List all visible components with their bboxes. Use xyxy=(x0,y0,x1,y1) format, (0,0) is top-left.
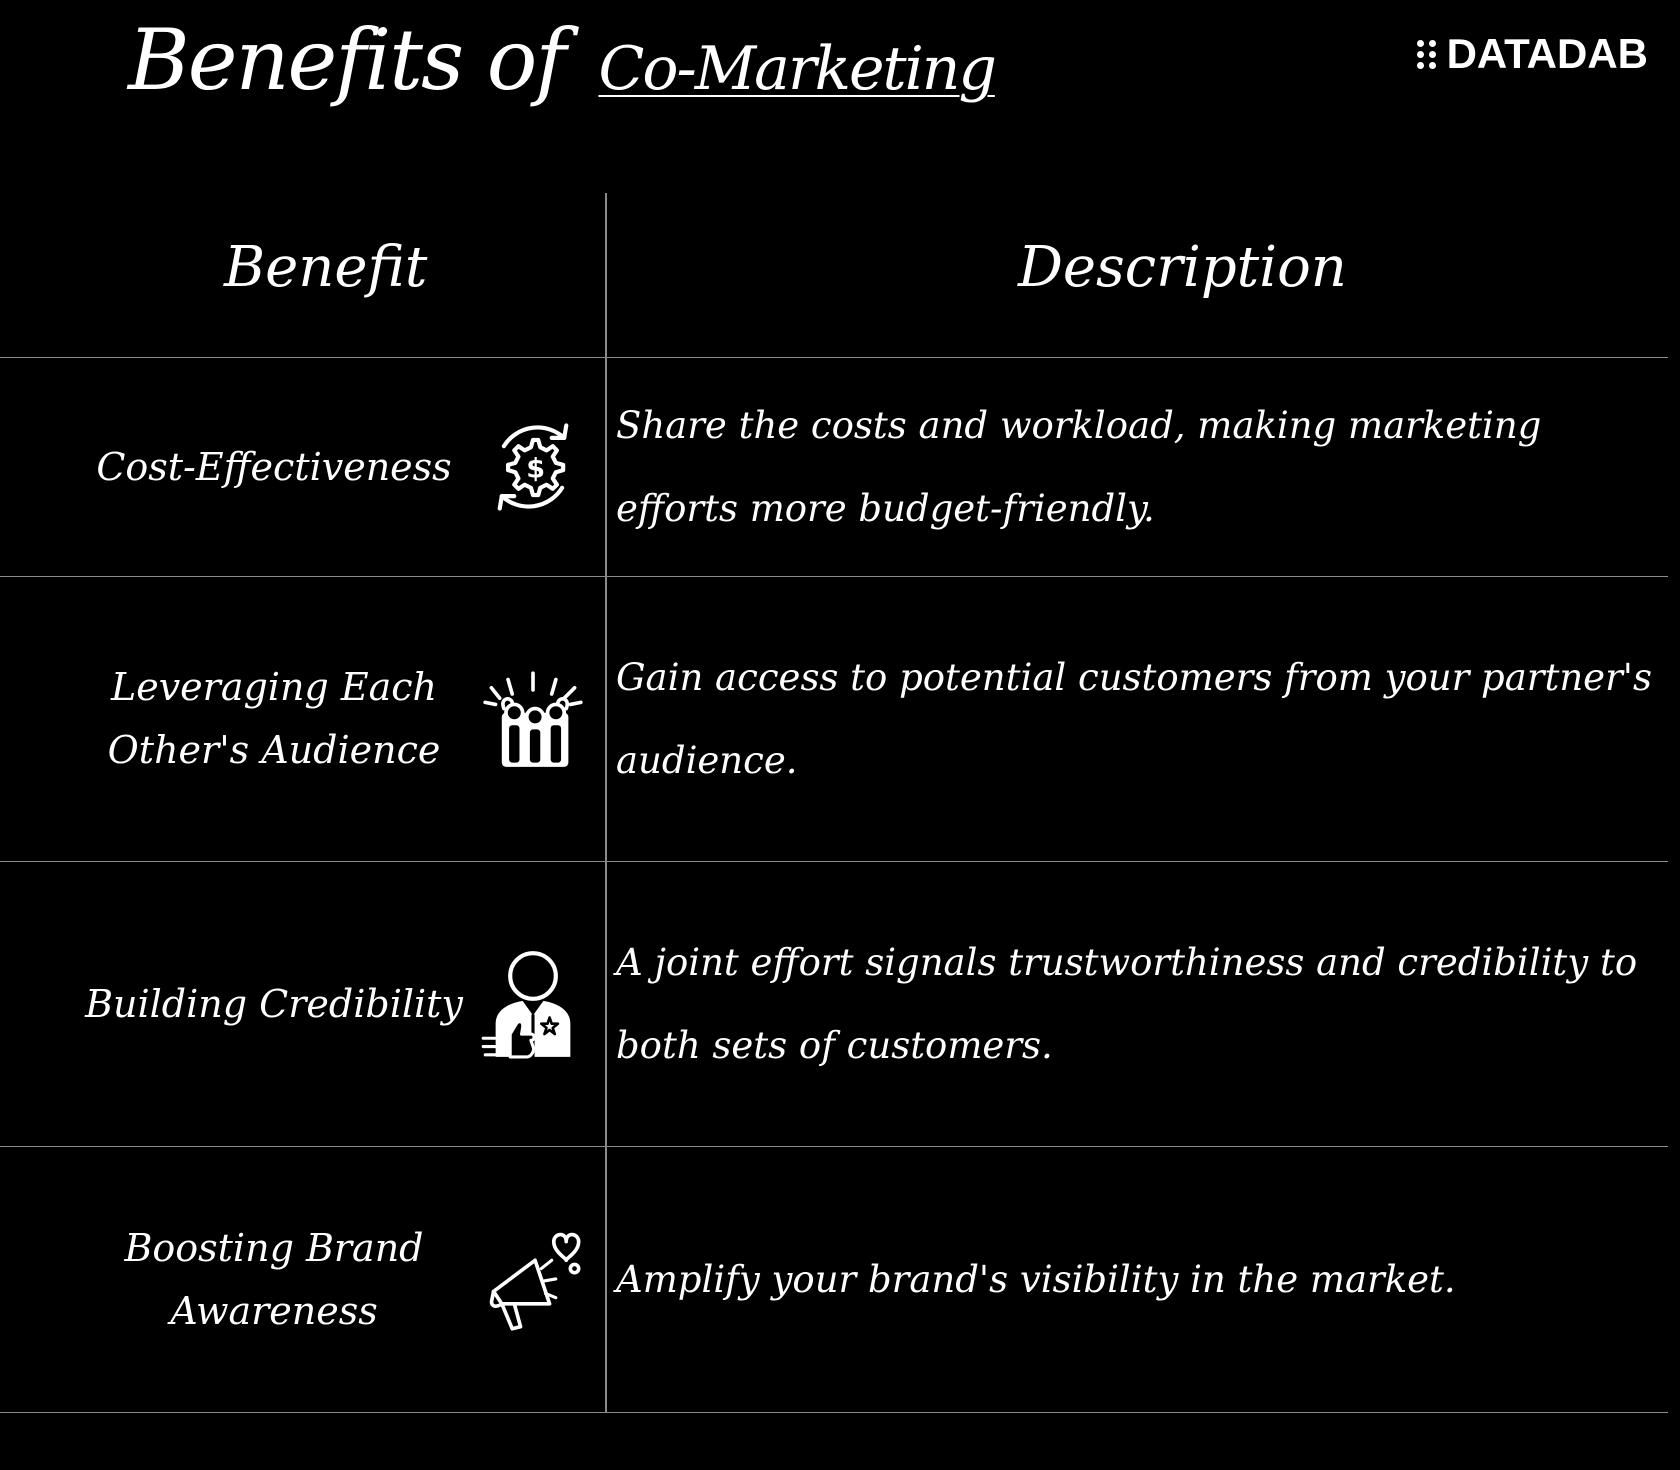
table-row-divider xyxy=(0,1412,1668,1413)
title-main: Benefits of xyxy=(128,11,565,109)
table-row xyxy=(0,358,606,576)
description-text: Amplify your brand's visibility in the market. xyxy=(616,1257,1456,1301)
table-row xyxy=(616,1147,1661,1412)
description-text: Gain access to potential customers from your partner's audience. xyxy=(616,655,1652,782)
megaphone-heart-icon xyxy=(478,1225,588,1335)
brand-logo xyxy=(1417,30,1648,78)
credibility-thumbs-up-icon xyxy=(478,949,588,1059)
benefit-label: Leveraging Each Other's Audience xyxy=(107,665,441,772)
dollar-gear-cycle-icon xyxy=(478,412,588,522)
logo-dots-icon xyxy=(1417,40,1437,69)
svg-text:$: $ xyxy=(526,453,546,485)
table-row xyxy=(616,577,1661,861)
title-highlight: Co-Marketing xyxy=(598,34,995,104)
benefit-label: Cost-Effectiveness xyxy=(96,444,452,489)
table-row xyxy=(0,577,606,861)
logo-text: DATADAB xyxy=(1446,30,1648,77)
column-header-benefit: Benefit xyxy=(224,235,428,300)
benefit-label: Boosting Brand Awareness xyxy=(124,1225,424,1333)
table-row xyxy=(616,358,1661,576)
audience-icon xyxy=(478,664,588,774)
benefit-label: Building Credibility xyxy=(85,981,463,1026)
table-row xyxy=(0,862,606,1146)
table-row xyxy=(616,862,1661,1146)
description-text: A joint effort signals trustworthiness and credibility to both sets of customers. xyxy=(616,940,1638,1067)
column-header-description: Description xyxy=(1018,235,1347,300)
description-text: Share the costs and workload, making marketing efforts more budget-friendly. xyxy=(616,403,1542,530)
table-row xyxy=(0,1147,606,1412)
page-title xyxy=(128,11,995,109)
